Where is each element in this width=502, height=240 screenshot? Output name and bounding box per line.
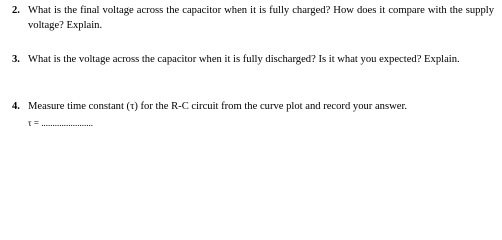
time-constant-answer-line: τ = ....................... [28,118,93,128]
question-4 [12,99,494,114]
question-number: 2. [12,5,20,16]
question-text: What is the voltage across the capacitor when it is fully discharged? Is it what you expected? Explain. [28,54,460,65]
question-text: What is the final voltage across the capacitor when it is fully charged? How does it compare with the supply voltage? Explain. [28,5,494,31]
question-2 [12,3,494,33]
question-number: 4. [12,101,20,112]
question-number: 3. [12,54,20,65]
question-3 [12,52,494,67]
question-text: Measure time constant (τ) for the R-C circuit from the curve plot and record your answer. [28,101,408,112]
